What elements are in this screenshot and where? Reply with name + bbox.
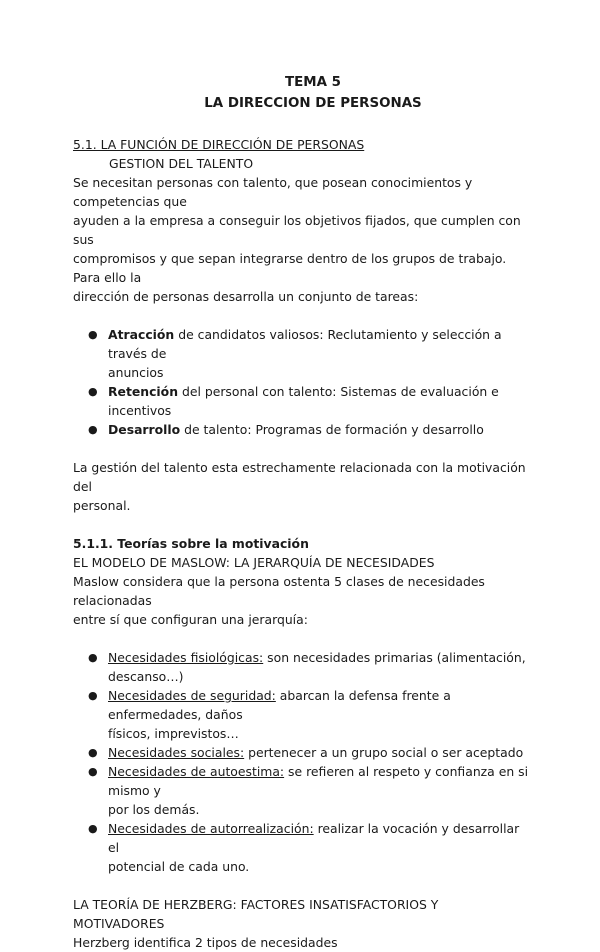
list-item (73, 648, 533, 686)
task-term: Retención (108, 384, 179, 399)
need-text: por los demás. (108, 802, 200, 817)
list-item (73, 325, 533, 382)
bullet-icon: ● (88, 765, 98, 778)
list-item (73, 382, 533, 420)
bullet-icon: ● (88, 328, 98, 341)
task-text: de talento: Programas de formación y desarrollo (180, 422, 484, 437)
motivation-paragraph (73, 458, 533, 515)
need-text: físicos, imprevistos… (108, 726, 239, 741)
title-line-1: TEMA 5 (285, 75, 341, 90)
tasks-list (73, 325, 533, 439)
need-text: abarcan la defensa frente a enfermedades, daños (108, 688, 451, 722)
maslow-intro-line: entre sí que configuran una jerarquía: (73, 612, 308, 627)
list-item (73, 762, 533, 819)
document-title (93, 72, 533, 114)
maslow-intro-line: Maslow considera que la persona ostenta 5 clases de necesidades relacionadas (73, 574, 485, 608)
need-term: Necesidades sociales: (108, 745, 245, 760)
intro-paragraph (73, 173, 533, 306)
task-text: de candidatos valiosos: Reclutamiento y selección a través de (108, 327, 502, 361)
section-heading: 5.1. LA FUNCIÓN DE DIRECCIÓN DE PERSONAS (73, 137, 365, 152)
bullet-icon: ● (88, 385, 98, 398)
need-term: Necesidades de seguridad: (108, 688, 276, 703)
need-term: Necesidades fisiológicas: (108, 650, 264, 665)
intro-line: ayuden a la empresa a conseguir los objetivos fijados, que cumplen con sus (73, 213, 521, 247)
herzberg-heading: LA TEORÍA DE HERZBERG: FACTORES INSATISFACTORIOS Y MOTIVADORES (73, 897, 439, 931)
intro-line: compromisos y que sepan integrarse dentro de los grupos de trabajo. Para ello la (73, 251, 507, 285)
document-content (73, 72, 533, 952)
list-item (73, 686, 533, 743)
intro-line: Se necesitan personas con talento, que posean conocimientos y competencias que (73, 175, 473, 209)
motivation-line: personal. (73, 498, 131, 513)
task-text: anuncios (108, 365, 164, 380)
need-text: se refieren al respeto y confianza en si mismo y (108, 764, 529, 798)
need-text: potencial de cada uno. (108, 859, 250, 874)
need-text: realizar la vocación y desarrollar el (108, 821, 520, 855)
intro-line: dirección de personas desarrolla un conjunto de tareas: (73, 289, 419, 304)
list-item (73, 420, 533, 439)
bullet-icon: ● (88, 746, 98, 759)
subsection-heading: 5.1.1. Teorías sobre la motivación (73, 536, 309, 551)
maslow-intro (73, 572, 533, 629)
bullet-icon: ● (88, 822, 98, 835)
need-text: son necesidades primarias (alimentación, (263, 650, 526, 665)
maslow-heading: EL MODELO DE MASLOW: LA JERARQUÍA DE NECESIDADES (73, 555, 435, 570)
subheading-talent: GESTION DEL TALENTO (109, 156, 254, 171)
motivation-line: La gestión del talento esta estrechamente relacionada con la motivación del (73, 460, 526, 494)
task-text: del personal con talento: Sistemas de evaluación e incentivos (108, 384, 499, 418)
task-term: Desarrollo (108, 422, 181, 437)
need-text: descanso…) (108, 669, 184, 684)
need-term: Necesidades de autorrealización: (108, 821, 314, 836)
bullet-icon: ● (88, 423, 98, 436)
bullet-icon: ● (88, 689, 98, 702)
needs-list (73, 648, 533, 876)
need-term: Necesidades de autoestima: (108, 764, 285, 779)
list-item (73, 743, 533, 762)
herzberg-intro: Herzberg identifica 2 tipos de necesidades (73, 935, 338, 950)
bullet-icon: ● (88, 651, 98, 664)
title-line-2: LA DIRECCION DE PERSONAS (204, 96, 422, 111)
need-text: pertenecer a un grupo social o ser aceptado (244, 745, 524, 760)
task-term: Atracción (108, 327, 175, 342)
